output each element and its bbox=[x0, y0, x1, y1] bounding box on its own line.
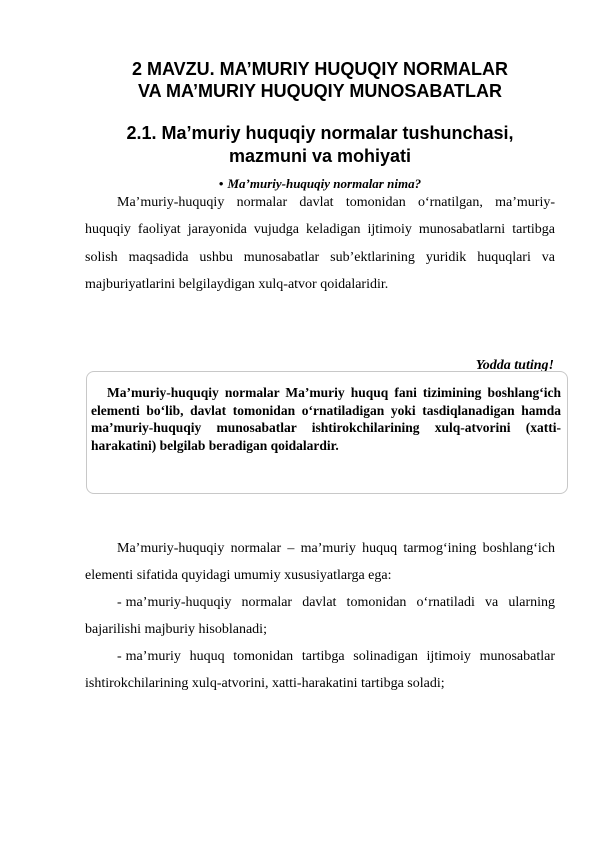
definition-paragraph: Ma’muriy-huquqiy normalar davlat tomonidan o‘rnatilgan, ma’muriy-huquqiy faoliyat jarayonida vujudga keladigan ijtimoiy munosabatlarni tartibga solish maqsadida ushbu munosabatlar sub’ektlarining yuridik huquqlari va majburiyatlarini belgilaydigan xulq-atvor qoidalaridir. bbox=[85, 195, 555, 293]
feature-item-text: ma’muriy huquq tomonidan tartibga solinadigan ijtimoiy munosabatlar ishtirokchilarining xulq-atvorini, xatti-harakatini tartibga soladi; bbox=[85, 649, 555, 692]
remember-label: Yodda tuting! bbox=[475, 358, 554, 373]
remember-box bbox=[86, 371, 568, 494]
feature-list-item bbox=[85, 643, 555, 698]
section-title-line1: 2.1. Ma’muriy huquqiy normalar tushunchasi, bbox=[126, 123, 514, 143]
features-intro-paragraph: Ma’muriy-huquqiy normalar – ma’muriy huquq tarmog‘ining boshlang‘ich elementi sifatida quyidagi umumiy xususiyatlarga ega: bbox=[85, 541, 555, 584]
question-text: Ma’muriy-huquqiy normalar nima? bbox=[227, 176, 422, 191]
feature-list-item bbox=[85, 589, 555, 644]
chapter-title bbox=[80, 58, 560, 102]
dash-bullet: - bbox=[117, 595, 122, 610]
feature-item-text: ma’muriy-huquqiy normalar davlat tomonidan o‘rnatiladi va ularning bajarilishi majburiy hisoblanadi; bbox=[85, 595, 555, 638]
bullet-icon: • bbox=[218, 176, 224, 191]
chapter-title-line1: 2 MAVZU. MA’MURIY HUQUQIY NORMALAR bbox=[131, 59, 508, 79]
remember-box-text: Ma’muriy-huquqiy normalar Ma’muriy huquq fani tizimining boshlang‘ich elementi bo‘lib, davlat tomonidan o‘rnatiladigan yoki tasdiqlanadigan hamda ma’muriy-huquqiy munosabatlar ishtirokchilarining xulq-atvorini (xatti-harakatini) belgilab beradigan qoidalardir. bbox=[91, 385, 561, 453]
section-title-line2: mazmuni va mohiyati bbox=[228, 146, 412, 166]
dash-bullet: - bbox=[117, 649, 122, 664]
chapter-title-line2: VA MA’MURIY HUQUQIY MUNOSABATLAR bbox=[137, 81, 502, 101]
section-title bbox=[80, 122, 560, 168]
